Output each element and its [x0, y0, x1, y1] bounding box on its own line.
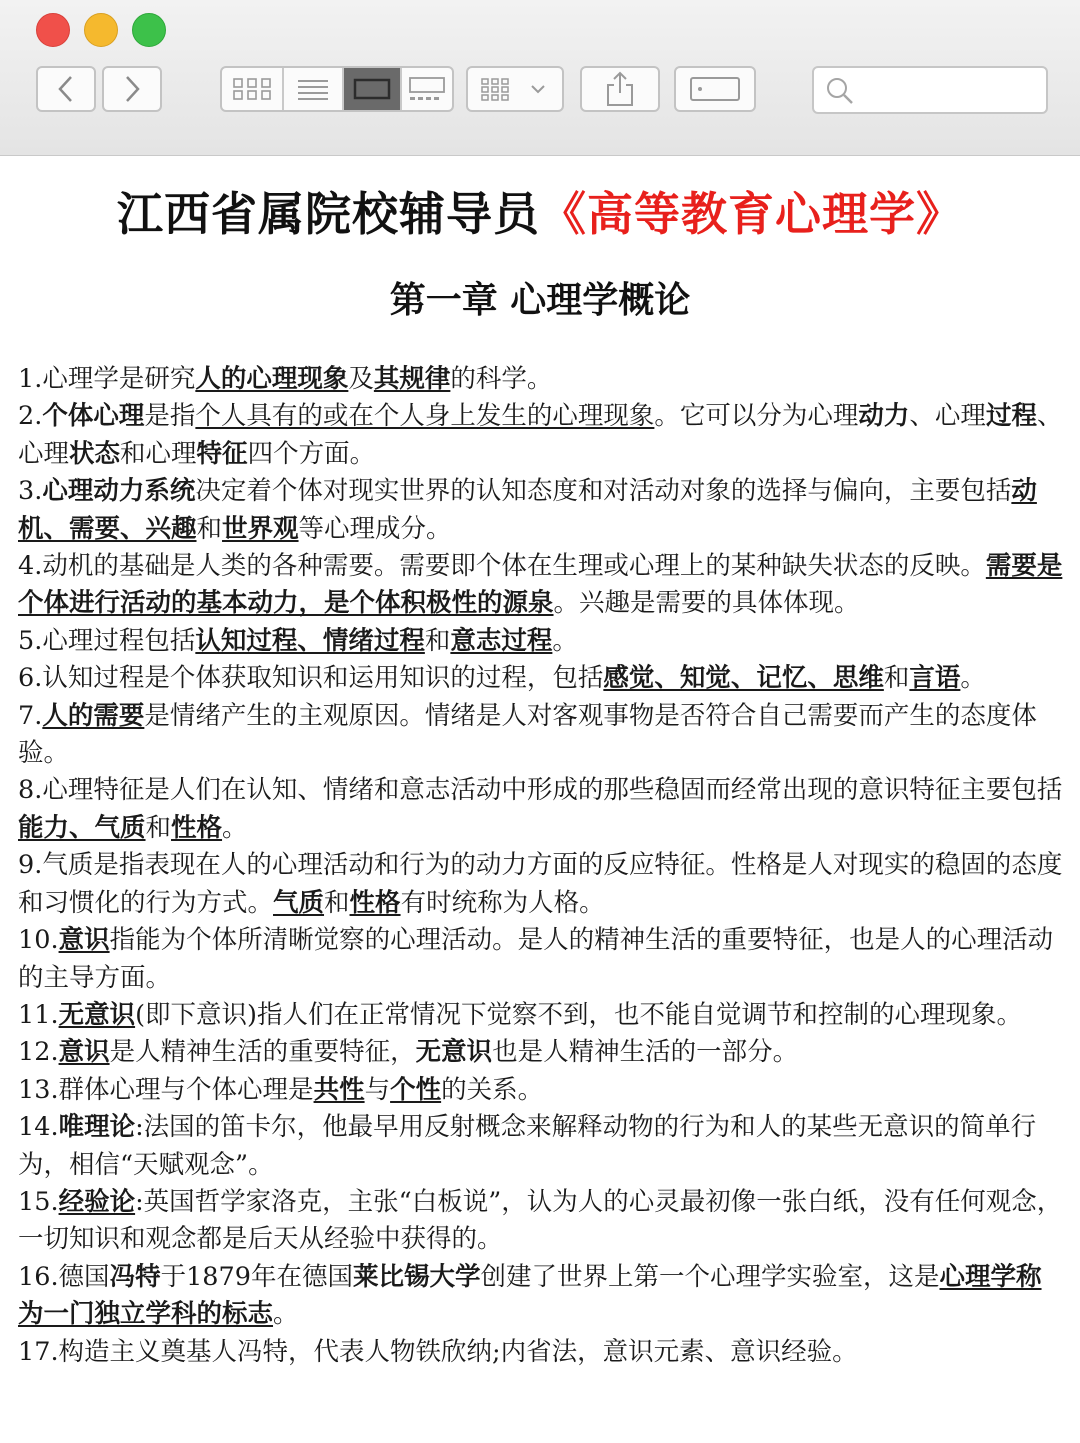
gallery-view-button[interactable] — [400, 68, 452, 110]
paragraph: 10.意识指能为个体所清晰觉察的心理活动。是人的精神生活的重要特征，也是人的心理活动的主导方面。 — [18, 925, 1054, 993]
group-by-icon — [480, 76, 550, 102]
minimize-window-button[interactable] — [84, 13, 118, 47]
grid-icon — [232, 77, 272, 101]
document-title — [0, 178, 1080, 244]
title-main: 江西省属院校辅导员 — [117, 187, 540, 241]
window-controls — [36, 13, 166, 47]
paragraph: 4.动机的基础是人类的各种需要。需要即个体在生理或心理上的某种缺失状态的反映。需要是个体进行活动的基本动力，是个体积极性的源泉。兴趣是需要的具体体现。 — [18, 551, 1063, 619]
tag-icon — [688, 74, 742, 104]
zoom-window-button[interactable] — [132, 13, 166, 47]
paragraph: 15.经验论:英国哲学家洛克，主张“白板说”，认为人的心灵最初像一张白纸，没有任何观念，一切知识和观念都是后天从经验中获得的。 — [18, 1186, 1063, 1255]
close-window-button[interactable] — [36, 13, 70, 47]
back-button[interactable] — [36, 66, 96, 112]
chapter-heading: 第一章 心理学概论 — [389, 279, 691, 321]
tag-button[interactable] — [674, 66, 756, 112]
chevron-right-icon — [122, 75, 142, 103]
title-book: 《高等教育心理学》 — [540, 187, 963, 241]
group-by-button[interactable] — [466, 66, 564, 112]
document-body — [18, 361, 1066, 1371]
share-icon — [605, 71, 635, 107]
window-toolbar — [0, 0, 1080, 156]
paragraph: 2.个体心理是指个人具有的或在个人身上发生的心理现象。它可以分为心理动力、心理过程、心理状态和心理特征四个方面。 — [18, 401, 1063, 469]
paragraph: 16.德国冯特于1879年在德国莱比锡大学创建了世界上第一个心理学实验室，这是心理学称为一门独立学科的标志。 — [18, 1261, 1042, 1330]
list-icon — [296, 77, 330, 101]
search-field[interactable] — [812, 66, 1048, 114]
paragraph: 7.人的需要是情绪产生的主观原因。情绪是人对客观事物是否符合自己需要而产生的态度体验。 — [18, 700, 1037, 769]
gallery-icon — [407, 76, 447, 102]
paragraph: 17.构造主义奠基人冯特，代表人物铁欣纳;内省法，意识元素、意识经验。 — [18, 1336, 858, 1367]
chevron-left-icon — [56, 75, 76, 103]
paragraph: 12.意识是人精神生活的重要特征，无意识也是人精神生活的一部分。 — [18, 1037, 799, 1068]
paragraph: 13.群体心理与个体心理是共性与个性的关系。 — [18, 1074, 544, 1105]
columns-icon — [353, 77, 391, 101]
forward-button[interactable] — [102, 66, 162, 112]
paragraph: 9.气质是指表现在人的心理活动和行为的动力方面的反应特征。性格是人对现实的稳固的态度和习惯化的行为方式。气质和性格有时统称为人格。 — [18, 850, 1063, 918]
paragraph: 3.心理动力系统决定着个体对现实世界的认知态度和对活动对象的选择与偏向，主要包括动机、需要、兴趣和世界观等心理成分。 — [18, 476, 1037, 544]
search-icon — [824, 73, 858, 107]
view-mode-control — [220, 66, 454, 112]
paragraph: 5.心理过程包括认知过程、情绪过程和意志过程。 — [18, 625, 578, 656]
column-view-button[interactable] — [342, 68, 400, 110]
paragraph: 6.认知过程是个体获取知识和运用知识的过程，包括感觉、知觉、记忆、思维和言语。 — [18, 663, 986, 694]
paragraph: 11.无意识(即下意识)指人们在正常情况下觉察不到，也不能自觉调节和控制的心理现象。 — [18, 999, 1022, 1030]
share-button[interactable] — [580, 66, 660, 112]
paragraph: 1.心理学是研究人的心理现象及其规律的科学。 — [18, 364, 553, 394]
paragraph: 8.心理特征是人们在认知、情绪和意志活动中形成的那些稳固而经常出现的意识特征主要包括能力、气质和性格。 — [18, 775, 1063, 843]
icon-view-button[interactable] — [222, 68, 282, 110]
list-view-button[interactable] — [282, 68, 342, 110]
paragraph: 14.唯理论:法国的笛卡尔，他最早用反射概念来解释动物的行为和人的某些无意识的简单行为，相信“天赋观念”。 — [18, 1112, 1037, 1180]
